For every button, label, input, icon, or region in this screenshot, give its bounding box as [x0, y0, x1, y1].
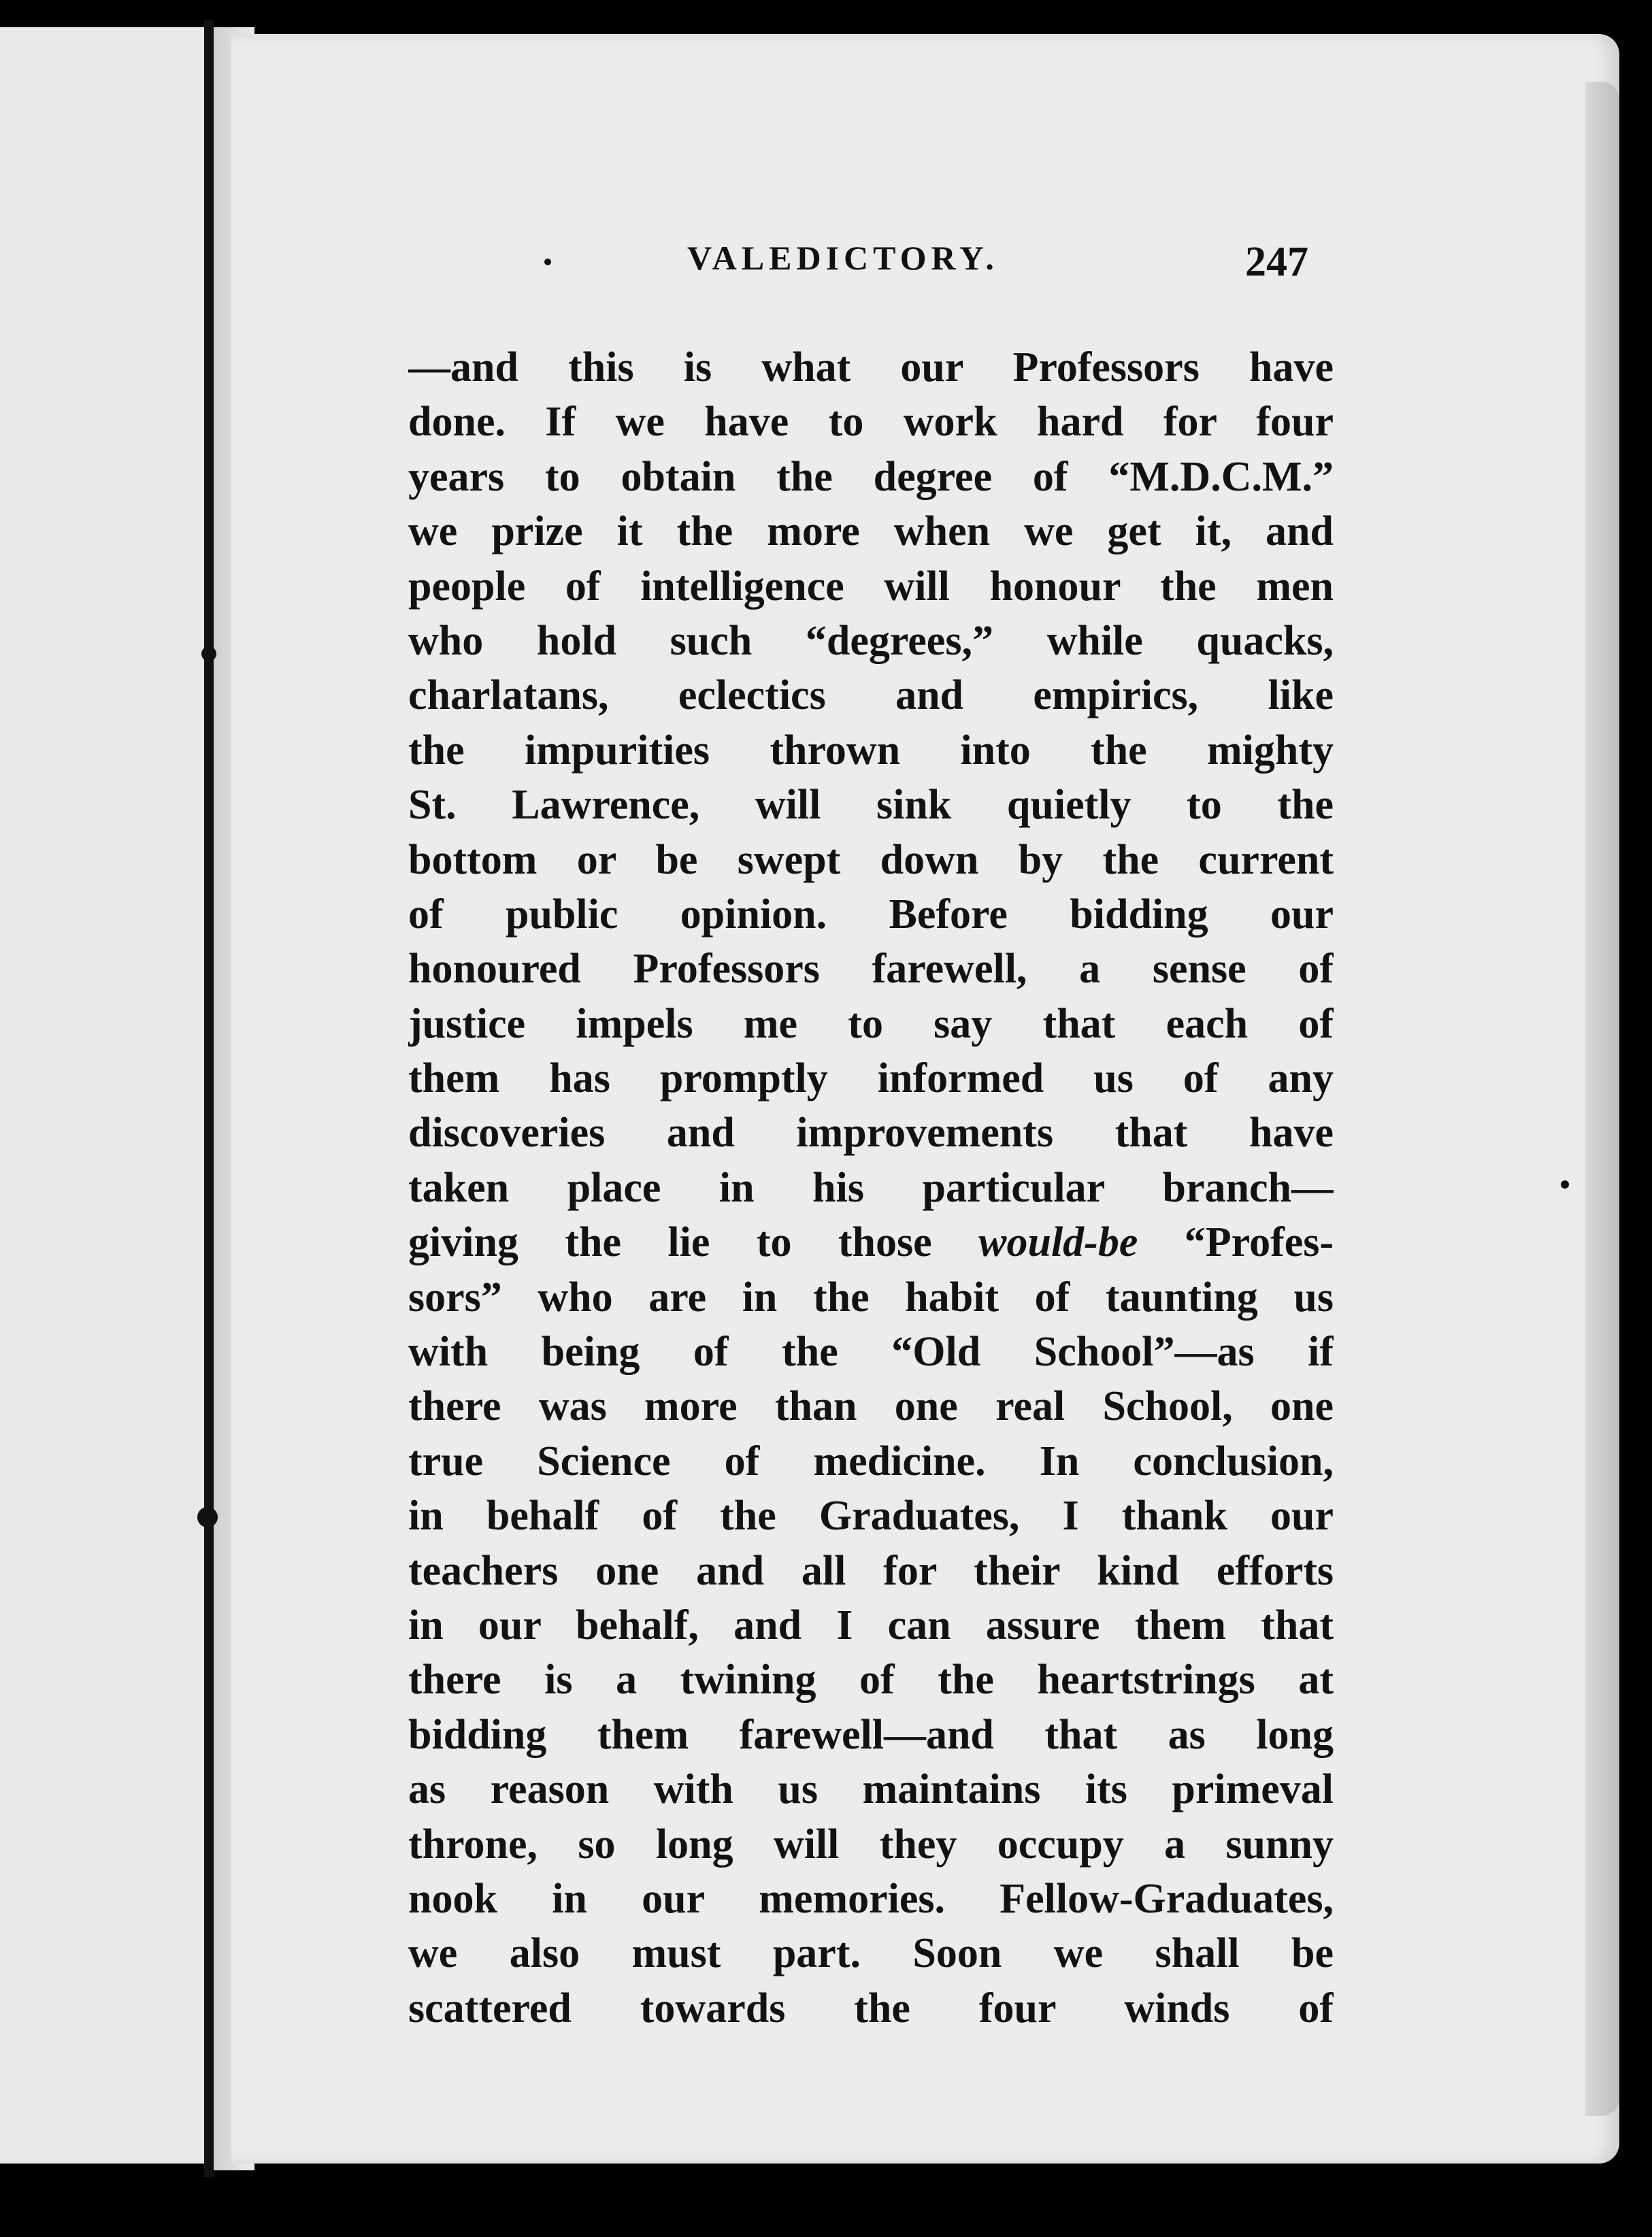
text-line: scattered towards the four winds of	[408, 1985, 1334, 2032]
text-line: teachers one and all for their kind efforts	[408, 1547, 1334, 1594]
text-line: the impurities thrown into the mighty	[408, 727, 1334, 774]
text-line: with being of the “Old School”—as if	[408, 1329, 1334, 1376]
page-number: 247	[1245, 239, 1308, 285]
binding-hole-mark	[201, 646, 216, 661]
book-gutter	[204, 20, 214, 2177]
text-line-italic	[408, 1215, 1334, 1270]
text-line: there is a twining of the heartstrings at	[408, 1657, 1334, 1704]
text-line: St. Lawrence, will sink quietly to the	[408, 782, 1334, 829]
text-line: charlatans, eclectics and empirics, like	[408, 672, 1334, 719]
binding-hole-mark	[197, 1507, 218, 1527]
facing-page	[0, 27, 204, 2164]
text-line: of public opinion. Before bidding our	[408, 891, 1334, 938]
text-line: taken place in his particular branch—	[408, 1164, 1334, 1211]
text-line: we also must part. Soon we shall be	[408, 1930, 1334, 1977]
text-line: people of intelligence will honour the men	[408, 563, 1334, 610]
text-line: who hold such “degrees,” while quacks,	[408, 617, 1334, 664]
text-line: discoveries and improvements that have	[408, 1110, 1334, 1157]
page-edge	[1585, 82, 1619, 2116]
text-line: honoured Professors farewell, a sense of	[408, 946, 1334, 993]
text-line: sors” who are in the habit of taunting us	[408, 1274, 1334, 1321]
running-head: VALEDICTORY.	[687, 239, 999, 277]
text-line: bidding them farewell—and that as long	[408, 1711, 1334, 1758]
text-line: in behalf of the Graduates, I thank our	[408, 1493, 1334, 1540]
text-line: —and this is what our Professors have	[408, 344, 1334, 391]
text-line: throne, so long will they occupy a sunny	[408, 1821, 1334, 1868]
ink-speck	[544, 259, 551, 265]
text-line: nook in our memories. Fellow-Graduates,	[408, 1875, 1334, 1922]
ink-speck	[1561, 1180, 1569, 1189]
text-line: there was more than one real School, one	[408, 1383, 1334, 1430]
text-line: as reason with us maintains its primeval	[408, 1766, 1334, 1813]
text-fragment: giving the lie to those	[408, 1219, 932, 1266]
text-line: years to obtain the degree of “M.D.C.M.”	[408, 453, 1334, 500]
text-line: them has promptly informed us of any	[408, 1055, 1334, 1102]
text-fragment: “Profes-	[1184, 1219, 1334, 1266]
text-line: true Science of medicine. In conclusion,	[408, 1438, 1334, 1485]
text-line: done. If we have to work hard for four	[408, 399, 1334, 446]
body-text	[408, 340, 1334, 2036]
text-line: bottom or be swept down by the current	[408, 836, 1334, 883]
italic-fragment: would-be	[978, 1219, 1138, 1266]
text-line: justice impels me to say that each of	[408, 1000, 1334, 1047]
text-line: in our behalf, and I can assure them that	[408, 1602, 1334, 1648]
text-line: we prize it the more when we get it, and	[408, 508, 1334, 555]
